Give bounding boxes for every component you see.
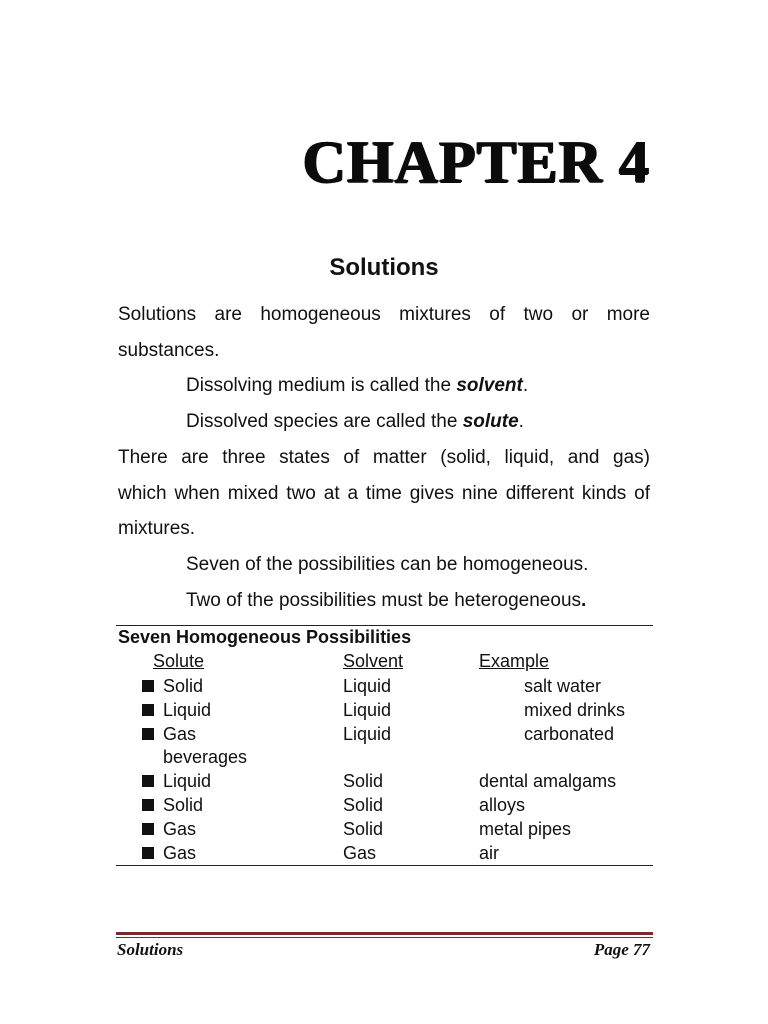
bullet-icon bbox=[142, 823, 154, 835]
row-solute: Gas bbox=[163, 843, 197, 863]
bullet-icon bbox=[142, 704, 154, 716]
homogeneous-note: Seven of the possibilities can be homogeneous. bbox=[186, 554, 589, 575]
states-line-2: which when mixed two at a time gives nine different kinds of bbox=[118, 483, 650, 504]
table-title: Seven Homogeneous Possibilities bbox=[118, 627, 412, 647]
row-solvent: Solid bbox=[343, 795, 384, 815]
row-solvent: Liquid bbox=[343, 676, 392, 696]
bullet-icon bbox=[142, 680, 154, 692]
heterogeneous-period: . bbox=[581, 590, 587, 611]
row-example: alloys bbox=[479, 795, 526, 815]
solvent-definition-prefix: Dissolving medium is called the bbox=[186, 375, 457, 396]
footer-page-number: Page 77 bbox=[593, 940, 650, 959]
row-example: carbonated bbox=[524, 724, 615, 744]
heterogeneous-text: Two of the possibilities must be heterogeneous bbox=[186, 590, 582, 611]
solvent-term: solvent bbox=[456, 375, 523, 396]
header-solvent: Solvent bbox=[343, 651, 404, 671]
header-solute: Solute bbox=[153, 651, 205, 671]
row-solvent: Liquid bbox=[343, 700, 392, 720]
solvent-period: . bbox=[522, 375, 529, 396]
solute-term: solute bbox=[462, 411, 519, 432]
bullet-icon bbox=[142, 775, 154, 787]
row-solute: Liquid bbox=[163, 700, 212, 720]
solute-period: . bbox=[518, 411, 524, 432]
bullet-icon bbox=[142, 847, 154, 859]
table-top-rule bbox=[116, 625, 653, 626]
row-example: metal pipes bbox=[479, 819, 572, 839]
solvent-definition bbox=[186, 374, 528, 398]
table-bottom-rule bbox=[116, 865, 653, 866]
row-solute: Solid bbox=[163, 676, 204, 696]
row-example: salt water bbox=[524, 676, 602, 696]
section-title: Solutions bbox=[329, 254, 439, 281]
footer-rule-thin bbox=[116, 937, 653, 938]
row-example: air bbox=[479, 843, 500, 863]
row-example-continued: beverages bbox=[163, 747, 248, 767]
intro-line-1: Solutions are homogeneous mixtures of two or more bbox=[118, 304, 650, 325]
row-solvent: Liquid bbox=[343, 724, 392, 744]
solute-definition bbox=[186, 410, 524, 434]
states-line-1: There are three states of matter (solid, liquid, and gas) bbox=[118, 447, 650, 468]
row-example: dental amalgams bbox=[479, 771, 617, 791]
row-solvent: Solid bbox=[343, 819, 384, 839]
states-line-3: mixtures. bbox=[118, 518, 196, 539]
row-solvent: Solid bbox=[343, 771, 384, 791]
bullet-icon bbox=[142, 799, 154, 811]
row-solute: Gas bbox=[163, 724, 197, 744]
footer-section-name: Solutions bbox=[117, 940, 184, 959]
row-example: mixed drinks bbox=[524, 700, 626, 720]
intro-line-2: substances. bbox=[118, 340, 220, 361]
heterogeneous-note bbox=[186, 589, 586, 613]
row-solute: Solid bbox=[163, 795, 204, 815]
footer-rule bbox=[116, 932, 653, 935]
bullet-icon bbox=[142, 728, 154, 740]
solute-definition-prefix: Dissolved species are called the bbox=[186, 411, 463, 432]
row-solute: Gas bbox=[163, 819, 197, 839]
header-example: Example bbox=[479, 651, 550, 671]
row-solvent: Gas bbox=[343, 843, 377, 863]
chapter-heading: CHAPTER 4 bbox=[302, 129, 650, 195]
row-solute: Liquid bbox=[163, 771, 212, 791]
